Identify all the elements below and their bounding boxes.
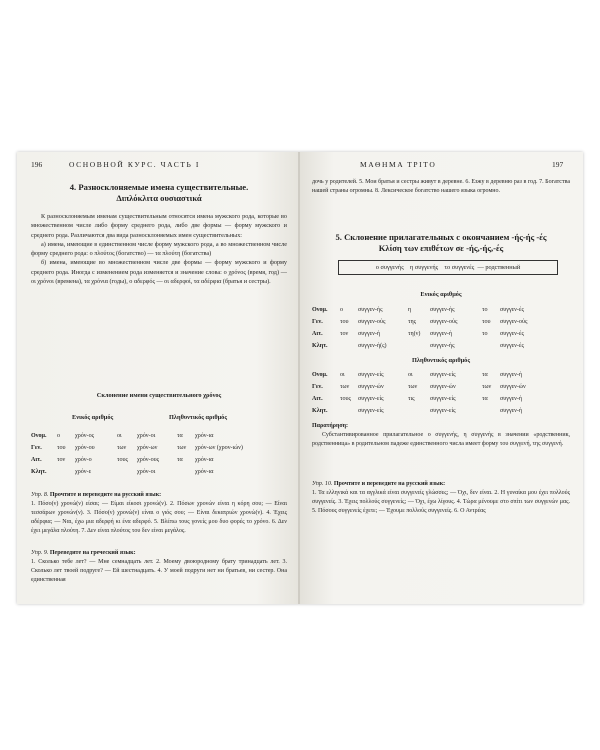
- table-cell: των: [340, 384, 350, 390]
- table-cell: τους: [340, 396, 351, 402]
- noun-declension-table: [29, 430, 267, 478]
- table-cell: οι: [117, 433, 122, 439]
- table-cell: συγγεν-ής: [358, 307, 383, 313]
- table-cell: συγγεν-ής: [430, 343, 455, 349]
- table-cell: συγγεν-είς: [430, 372, 456, 378]
- table-cell: χρόν-ους: [137, 457, 160, 463]
- singular-header: Ενικός αριθμός: [420, 291, 462, 298]
- table-cell: συγγεν-ές: [500, 331, 524, 337]
- table-cell: των: [117, 445, 127, 451]
- table-cell: χρόν-ων: [137, 445, 158, 451]
- table-cell: το: [482, 307, 488, 313]
- table-cell: χρόν-οι: [137, 433, 156, 439]
- table-cell: [55, 466, 73, 478]
- table-cell: χρόν-ος: [75, 433, 95, 439]
- table-cell: [338, 340, 356, 352]
- table-cell: [175, 466, 193, 478]
- table-row: [29, 454, 267, 466]
- case-label: Ονομ.: [312, 307, 328, 313]
- table-cell: η: [408, 307, 412, 313]
- exercise-8-task: Прочтите и переведите на русский язык:: [49, 492, 162, 498]
- right-section-title-greek: Κλίση των επιθέτων σε -ής,-ής,-ές: [378, 243, 504, 253]
- table-row: [29, 430, 267, 442]
- table-cell: τη(ν): [408, 331, 421, 337]
- table-cell: του: [57, 445, 66, 451]
- table-cell: των: [177, 445, 187, 451]
- right-page: [300, 152, 583, 604]
- singular-header: Ενικός αριθμός: [72, 414, 114, 421]
- exercise-8-text: 1. Πόσο(ν) χρονώ(ν) είσαι; — Είμαι είκοσι χρονώ(ν). 2. Πόσων χρονών είναι η κόρη σου; — Είναι τεσσάρων χρονών(ν). 3. Πόσο(ν) χρονώ(ν) είναι ο γιός σου; — Είναι δεκατριών χρονώ(ν). 4. Έχεις αδέρφια; — Ναι, έχω μια αδερφή κι ένα αδερφό. 5. Βλέπω τους γονείς μου δυο φορές το χρόνο. 6. Δεν έχει μεγάλα πλούτη. 7. Δεν είναι πλούτος του δεν είναι μεγάλος.: [31, 501, 287, 534]
- table-cell: χρόν-οι: [137, 469, 156, 475]
- left-page-number: 196: [31, 160, 43, 169]
- table-cell: του: [340, 319, 349, 325]
- table-cell: συγγεν-ές: [500, 343, 524, 349]
- case-label: Κλητ.: [312, 343, 328, 349]
- table-cell: χρόν-ων (χρον-ιών): [195, 445, 243, 451]
- table-cell: της: [408, 319, 417, 325]
- case-label: Γεν.: [312, 319, 323, 325]
- table-cell: [338, 405, 356, 417]
- table-cell: συγγεν-είς: [358, 408, 384, 414]
- adjective-forms-box: [338, 260, 558, 275]
- table-cell: χρόν-ια: [195, 433, 214, 439]
- continued-text: дочь у родителей. 5. Мои братья и сестры живут в деревне. 6. Езжу в деревню раз в год. 7. Богатства нашей страны огромны. 8. Лексическое богатство нашего языка огромно.: [312, 179, 570, 194]
- table-cell: χρόν-ια: [195, 469, 214, 475]
- left-running-head: ОСНОВНОЙ КУРС. ЧАСТЬ I: [69, 160, 201, 169]
- table-cell: τον: [57, 457, 66, 463]
- table-row: [310, 316, 552, 328]
- table-row: [310, 328, 552, 340]
- adjective-plural-table: [310, 369, 552, 417]
- exercise-9-label: Упр. 9.: [31, 550, 49, 556]
- case-label: Γεν.: [312, 384, 323, 390]
- table-row: [29, 466, 267, 478]
- table-cell: συγγεν-ούς: [500, 319, 528, 325]
- exercise-10-label: Упр. 10.: [312, 481, 333, 487]
- table-cell: ο: [340, 307, 344, 313]
- table-cell: του: [482, 319, 491, 325]
- left-page: [17, 152, 298, 604]
- table-row: [310, 369, 552, 381]
- table-cell: τις: [408, 396, 415, 402]
- table-cell: συγγεν-ής: [430, 307, 455, 313]
- table-cell: συγγεν-ών: [500, 384, 526, 390]
- right-running-head: ΜΑΘΗΜΑ ΤΡΙΤΟ: [360, 160, 437, 169]
- form: — родственный: [477, 264, 521, 271]
- left-section-title-greek: Διπλόκλιτα ουσιαστικά: [116, 193, 202, 203]
- table-cell: οι: [408, 372, 413, 378]
- table-cell: χρόν-ε: [75, 469, 92, 475]
- table-cell: τον: [340, 331, 349, 337]
- table-cell: συγγεν-είς: [430, 396, 456, 402]
- table-cell: συγγεν-ών: [358, 384, 384, 390]
- table-cell: [406, 340, 428, 352]
- table-cell: [480, 340, 498, 352]
- exercise-9-text: 1. Сколько тебе лет? — Мне семнадцать лет. 2. Моему двоюродному брату тринадцать лет. 3. Сколько лет твоей подруге? — Ей шестнадцать. 4. У моей подруги нет ни братьев, ни сестер. Она единственная: [31, 559, 287, 583]
- table-cell: των: [408, 384, 418, 390]
- table-cell: ο: [57, 433, 61, 439]
- table-cell: τα: [482, 372, 488, 378]
- table-cell: συγγεν-ές: [500, 307, 524, 313]
- table-cell: τα: [482, 396, 488, 402]
- case-label: Αιτ.: [312, 331, 323, 337]
- case-label: Αιτ.: [31, 457, 42, 463]
- table-cell: τους: [117, 457, 128, 463]
- exercise-8-label: Упр. 8.: [31, 492, 49, 498]
- table-cell: συγγεν-ή: [500, 408, 523, 414]
- case-label: Αιτ.: [312, 396, 323, 402]
- case-label: Ονομ.: [312, 372, 328, 378]
- table-cell: συγγεν-είς: [358, 372, 384, 378]
- table-row: [310, 304, 552, 316]
- table-cell: χρόν-ου: [75, 445, 95, 451]
- form: το συγγενές: [444, 264, 475, 271]
- table-cell: χρόν-ο: [75, 457, 92, 463]
- left-intro-text: [31, 212, 287, 286]
- exercise-10-task: Прочтите и переведите на русский язык:: [333, 481, 446, 487]
- plural-header: Πληθυντικός αριθμός: [169, 414, 227, 421]
- case-label: Ονομ.: [31, 433, 47, 439]
- paragraph: б) имена, имеющие во множественном числе две формы — форму мужского и форму среднего рода. Иногда с изменением рода изменяется и значение слова: ο χρόνος (время, год) — οι χρόνοι (времена), τα χρόνια (годы), ο αδερφός — οι αδερφοί, τα αδέρφια (братья и сестры).: [31, 259, 287, 286]
- form: ο συγγενής: [375, 264, 404, 271]
- table-row: [310, 405, 552, 417]
- case-label: Γεν.: [31, 445, 42, 451]
- table-cell: συγγεν-ή(ς): [358, 343, 387, 349]
- table-row: [29, 442, 267, 454]
- table-cell: συγγεν-είς: [430, 408, 456, 414]
- form: η συγγενής: [410, 264, 439, 271]
- paragraph: а) имена, имеющие в единственном числе форму мужского рода, а во множественном числе форму среднего рода: ο πλούτος (богатство) — τα πλούτη (богатства): [31, 240, 287, 258]
- table-row: [310, 393, 552, 405]
- table-row: [310, 381, 552, 393]
- table-cell: [406, 405, 428, 417]
- table-cell: συγγεν-ή: [358, 331, 381, 337]
- adjective-singular-table: [310, 304, 552, 352]
- table-cell: [115, 466, 135, 478]
- note-label: Παρατήρηση:: [312, 423, 349, 429]
- right-page-number: 197: [552, 160, 564, 169]
- declension-table-title: Склонение имени существительного χρόνος: [96, 392, 222, 399]
- note-text: Субстантивированное прилагательное ο συγγενής, η συγγενής в значении «родственник, родственница» в родительном падеже единственного числа имеет форму του συγγενή, της συγγενή.: [312, 432, 570, 447]
- exercise-9-task: Переведите на греческий язык:: [49, 550, 136, 556]
- table-cell: συγγεν-ών: [430, 384, 456, 390]
- table-cell: [480, 405, 498, 417]
- exercise-10-text: 1. Τα ελληνικά και τα αγγλικά είναι συγγενείς γλώσσες; — Όχι, δεν είναι. 2. Η γυναίκα μου έχει πολλούς συγγενείς. 3. Έχεις πολλούς συγγενείς; — Όχι, έχω λίγους. 4. Τώρα μένουμε στο σπίτι των συγγενών μας. 5. Πόσους συγγενείς έχετε; — Έχουμε πολλούς συγγενείς. 6. Ο Αντρέας: [312, 490, 570, 514]
- case-label: Κλητ.: [31, 469, 47, 475]
- table-cell: συγγεν-είς: [358, 396, 384, 402]
- table-cell: συγγεν-ή: [500, 396, 523, 402]
- table-cell: συγγεν-ούς: [358, 319, 386, 325]
- right-section-title: 5. Склонение прилагательных с окончанием -ής-ής -ές: [335, 232, 547, 242]
- table-cell: συγγεν-ούς: [430, 319, 458, 325]
- left-section-title: 4. Разносклоняемые имена существительные.: [69, 182, 249, 192]
- table-cell: το: [482, 331, 488, 337]
- table-cell: οι: [340, 372, 345, 378]
- table-cell: των: [482, 384, 492, 390]
- table-cell: τα: [177, 457, 183, 463]
- table-row: [310, 340, 552, 352]
- plural-header: Πληθυντικός αριθμός: [412, 357, 470, 364]
- book-spread: [17, 152, 583, 604]
- table-cell: χρόν-ια: [195, 457, 214, 463]
- paragraph: К разносклоняемым именам существительным относятся имена мужского рода, которые во множественном числе либо форму среднего рода, либо две формы — форму мужского и среднего рода. Различаются два вида разносклоняемых имен существительных:: [31, 213, 287, 239]
- table-cell: συγγεν-ή: [430, 331, 453, 337]
- table-cell: συγγεν-ή: [500, 372, 523, 378]
- table-cell: τα: [177, 433, 183, 439]
- case-label: Κλητ.: [312, 408, 328, 414]
